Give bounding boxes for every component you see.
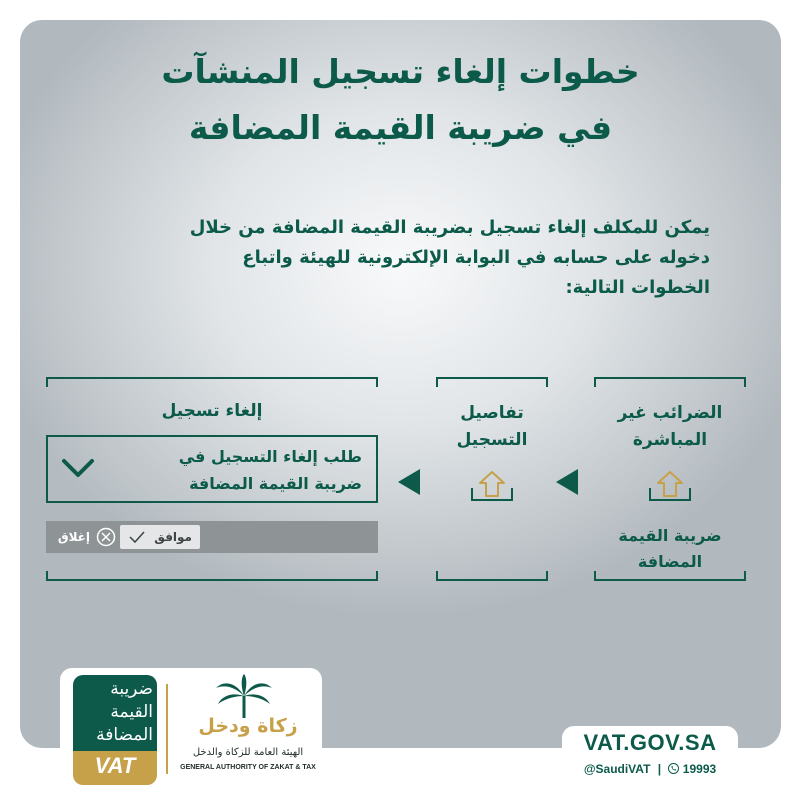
close-circle-icon bbox=[96, 527, 116, 547]
intro-line-2: دخوله على حسابه في البوابة الإلكترونية للهيئة واتباع bbox=[242, 247, 710, 268]
authority-name-ar: الهيئة العامة للزكاة والدخل bbox=[192, 747, 304, 758]
step1-bracket-top bbox=[594, 377, 746, 387]
contact-panel bbox=[562, 726, 738, 790]
step1-sub-line-2: المضافة bbox=[637, 552, 703, 571]
page-title-line-2: في ضريبة القيمة المضافة bbox=[188, 108, 613, 147]
agree-label: موافق bbox=[154, 530, 192, 544]
step3-title: إلغاء تسجيل bbox=[161, 401, 263, 421]
agree-button[interactable] bbox=[120, 525, 200, 549]
cancel-registration-dropdown[interactable] bbox=[46, 435, 378, 503]
step2-bracket-top bbox=[436, 377, 548, 387]
chevron-down-icon[interactable] bbox=[60, 455, 96, 481]
vat-logo bbox=[73, 675, 157, 785]
step3-bracket-top bbox=[46, 377, 378, 387]
step-arrow-2 bbox=[398, 469, 420, 495]
close-button[interactable] bbox=[54, 525, 118, 549]
dropdown-line-1: طلب إلغاء التسجيل في bbox=[178, 447, 362, 466]
phone-number[interactable]: 19993 bbox=[682, 762, 717, 776]
vat-logo-line-1: ضريبة bbox=[110, 679, 153, 699]
step1-sub-line-1: ضريبة القيمة bbox=[618, 526, 722, 545]
logo-divider bbox=[166, 684, 168, 774]
step1-title-line-1: الضرائب غير bbox=[617, 403, 723, 423]
vat-logo-line-2: القيمة bbox=[110, 702, 153, 722]
phone-icon bbox=[668, 763, 679, 774]
step3-bracket-bottom bbox=[46, 571, 378, 581]
close-label: إغلاق bbox=[57, 530, 90, 544]
authority-mark: زكاة ودخل bbox=[198, 715, 298, 737]
contact-separator: | bbox=[657, 762, 662, 776]
step2-title-line-2: التسجيل bbox=[456, 430, 528, 450]
page-title-line-1: خطوات إلغاء تسجيل المنشآت bbox=[161, 52, 640, 91]
check-icon bbox=[128, 530, 146, 544]
contact-line bbox=[562, 762, 738, 776]
action-bar bbox=[46, 521, 378, 553]
vat-badge: VAT bbox=[94, 753, 136, 778]
step1-title-line-2: المباشرة bbox=[632, 430, 708, 450]
website-link[interactable]: VAT.GOV.SA bbox=[583, 730, 717, 755]
upload-tray-icon bbox=[648, 470, 692, 502]
step-arrow-1 bbox=[556, 469, 578, 495]
intro-line-3: الخطوات التالية: bbox=[565, 277, 710, 298]
twitter-handle[interactable]: @SaudiVAT bbox=[583, 762, 651, 776]
step2-title-line-1: تفاصيل bbox=[460, 403, 524, 423]
authority-name-en: GENERAL AUTHORITY OF ZAKAT & TAX bbox=[180, 764, 316, 771]
step1-bracket-bottom bbox=[594, 571, 746, 581]
vat-logo-line-3: المضافة bbox=[96, 725, 153, 745]
dropdown-line-2: ضريبة القيمة المضافة bbox=[189, 474, 362, 493]
intro-line-1: يمكن للمكلف إلغاء تسجيل بضريبة القيمة المضافة من خلال bbox=[189, 217, 710, 238]
upload-tray-icon bbox=[470, 470, 514, 502]
step2-bracket-bottom bbox=[436, 571, 548, 581]
